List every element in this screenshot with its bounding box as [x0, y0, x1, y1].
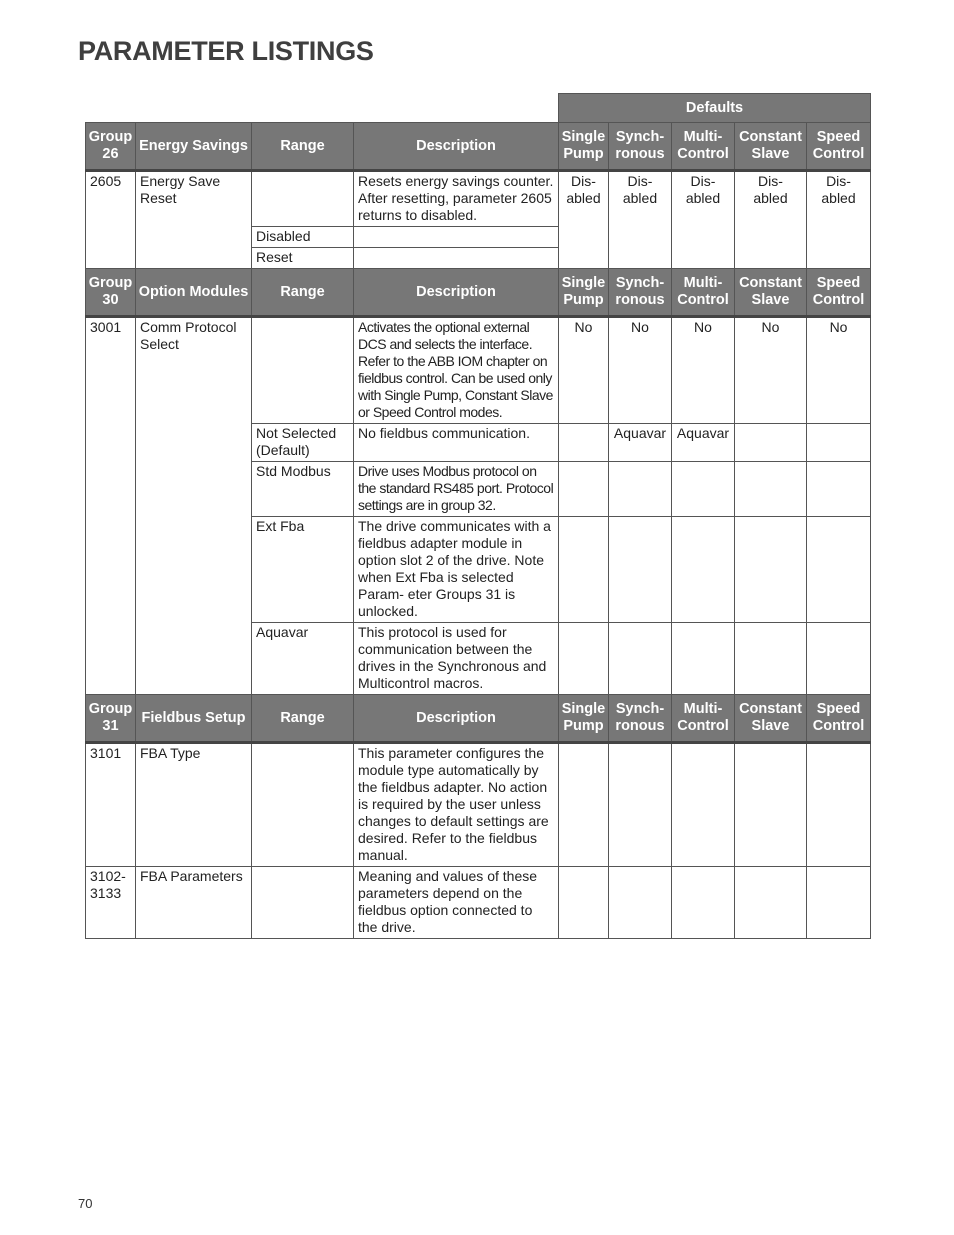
constant-slave-header: Constant Slave — [735, 695, 807, 743]
single-pump-header: Single Pump — [559, 695, 609, 743]
option-description: The drive communicates with a fieldbus adapter module in option slot 2 of the drive. Note when Ext Fba is selected Param- eter Groups 31 is unlocked. — [354, 517, 559, 623]
default-constant-slave: Dis- abled — [735, 171, 807, 269]
range-header: Range — [252, 695, 354, 743]
default-multi-control: Aquavar — [672, 424, 735, 462]
default-constant-slave: No — [735, 317, 807, 424]
parameter-name: FBA Type — [136, 743, 252, 867]
option-description — [354, 248, 559, 269]
range-header: Range — [252, 269, 354, 317]
default-single-pump — [559, 743, 609, 867]
default-speed-control — [807, 743, 871, 867]
default-single-pump — [559, 424, 609, 462]
group-label: Group 31 — [86, 695, 136, 743]
multi-control-header: Multi- Control — [672, 269, 735, 317]
default-speed-control — [807, 517, 871, 623]
default-single-pump: No — [559, 317, 609, 424]
group-name: Fieldbus Setup — [136, 695, 252, 743]
single-pump-header: Single Pump — [559, 123, 609, 171]
default-constant-slave — [735, 517, 807, 623]
parameter-description: Resets energy savings counter. After resetting, parameter 2605 returns to disabled. — [354, 171, 559, 227]
option-range: Disabled — [252, 227, 354, 248]
constant-slave-header: Constant Slave — [735, 123, 807, 171]
default-constant-slave — [735, 623, 807, 695]
speed-control-header: Speed Control — [807, 269, 871, 317]
parameter-range — [252, 317, 354, 424]
parameter-name: FBA Parameters — [136, 867, 252, 939]
synchronous-header: Synch- ronous — [609, 269, 672, 317]
parameter-range — [252, 867, 354, 939]
group-header-row — [86, 695, 871, 743]
default-multi-control — [672, 517, 735, 623]
default-speed-control: No — [807, 317, 871, 424]
parameter-name: Comm Protocol Select — [136, 317, 252, 695]
parameter-code: 3102- 3133 — [86, 867, 136, 939]
parameter-range — [252, 743, 354, 867]
default-constant-slave — [735, 462, 807, 517]
synchronous-header: Synch- ronous — [609, 695, 672, 743]
synchronous-header: Synch- ronous — [609, 123, 672, 171]
default-single-pump — [559, 623, 609, 695]
description-header: Description — [354, 269, 559, 317]
table-row — [86, 317, 871, 424]
description-header: Description — [354, 123, 559, 171]
parameter-description: Activates the optional external DCS and selects the interface. Refer to the ABB IOM chapter on fieldbus control. Can be used only with Single Pump, Constant Slave or Speed Control modes. — [354, 317, 559, 424]
group-name: Option Modules — [136, 269, 252, 317]
parameter-code: 3101 — [86, 743, 136, 867]
default-synchronous — [609, 517, 672, 623]
default-synchronous: Aquavar — [609, 424, 672, 462]
option-range: Reset — [252, 248, 354, 269]
default-single-pump — [559, 462, 609, 517]
group-label: Group 30 — [86, 269, 136, 317]
defaults-header: Defaults — [559, 94, 871, 123]
default-synchronous — [609, 623, 672, 695]
table-row — [86, 867, 871, 939]
default-multi-control — [672, 743, 735, 867]
default-speed-control: Dis- abled — [807, 171, 871, 269]
default-synchronous — [609, 743, 672, 867]
default-synchronous: No — [609, 317, 672, 424]
default-synchronous — [609, 867, 672, 939]
blank-header — [86, 94, 559, 123]
default-multi-control — [672, 623, 735, 695]
speed-control-header: Speed Control — [807, 123, 871, 171]
parameter-code: 3001 — [86, 317, 136, 695]
default-constant-slave — [735, 867, 807, 939]
constant-slave-header: Constant Slave — [735, 269, 807, 317]
description-header: Description — [354, 695, 559, 743]
table-row — [86, 171, 871, 227]
group-header-row — [86, 123, 871, 171]
default-multi-control — [672, 462, 735, 517]
table-row — [86, 743, 871, 867]
multi-control-header: Multi- Control — [672, 123, 735, 171]
option-description: Drive uses Modbus protocol on the standard RS485 port. Protocol settings are in group 32. — [354, 462, 559, 517]
default-multi-control: Dis- abled — [672, 171, 735, 269]
page-number: 70 — [78, 1196, 93, 1211]
default-single-pump — [559, 517, 609, 623]
default-speed-control — [807, 867, 871, 939]
page-title: PARAMETER LISTINGS — [78, 36, 374, 66]
parameter-range — [252, 171, 354, 227]
option-range: Not Selected (Default) — [252, 424, 354, 462]
parameter-description: Meaning and values of these parameters depend on the fieldbus option connected to the drive. — [354, 867, 559, 939]
speed-control-header: Speed Control — [807, 695, 871, 743]
option-range: Std Modbus — [252, 462, 354, 517]
default-speed-control — [807, 623, 871, 695]
group-label: Group 26 — [86, 123, 136, 171]
default-single-pump — [559, 867, 609, 939]
single-pump-header: Single Pump — [559, 269, 609, 317]
default-speed-control — [807, 462, 871, 517]
option-range: Ext Fba — [252, 517, 354, 623]
group-header-row — [86, 269, 871, 317]
default-constant-slave — [735, 424, 807, 462]
parameter-table — [85, 93, 871, 939]
option-description: This protocol is used for communication between the drives in the Synchronous and Multicontrol macros. — [354, 623, 559, 695]
defaults-header-row — [86, 94, 871, 123]
group-name: Energy Savings — [136, 123, 252, 171]
default-multi-control: No — [672, 317, 735, 424]
default-synchronous — [609, 462, 672, 517]
option-description: No fieldbus communication. — [354, 424, 559, 462]
range-header: Range — [252, 123, 354, 171]
default-constant-slave — [735, 743, 807, 867]
parameter-description: This parameter configures the module type automatically by the fieldbus adapter. No action is required by the user unless changes to default settings are desired. Refer to the fieldbus manual. — [354, 743, 559, 867]
option-description — [354, 227, 559, 248]
parameter-code: 2605 — [86, 171, 136, 269]
option-range: Aquavar — [252, 623, 354, 695]
default-synchronous: Dis- abled — [609, 171, 672, 269]
default-speed-control — [807, 424, 871, 462]
default-multi-control — [672, 867, 735, 939]
parameter-name: Energy Save Reset — [136, 171, 252, 269]
multi-control-header: Multi- Control — [672, 695, 735, 743]
default-single-pump: Dis- abled — [559, 171, 609, 269]
